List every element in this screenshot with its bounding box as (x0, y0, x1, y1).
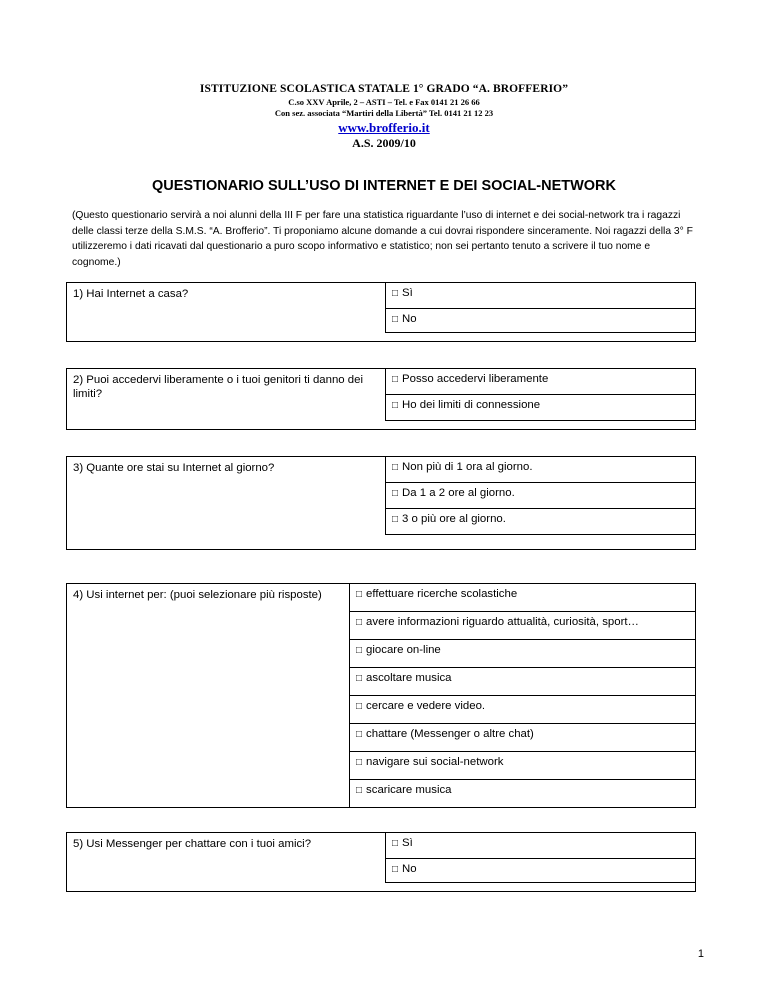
option-videos[interactable] (349, 696, 695, 724)
option-label: giocare on-line (366, 644, 441, 656)
question-text: 3) Quante ore stai su Internet al giorno? (73, 462, 275, 474)
school-year: A.S. 2009/10 (352, 136, 416, 150)
option-school-research[interactable] (349, 584, 695, 612)
checkbox-icon[interactable]: □ (392, 838, 399, 849)
option-under-1h[interactable] (385, 457, 695, 483)
website-link[interactable]: www.brofferio.it (338, 120, 430, 135)
option-label: avere informazioni riguardo attualità, curiosità, sport… (366, 616, 639, 628)
options-column (385, 457, 695, 549)
option-3h-plus[interactable] (385, 509, 695, 535)
questionnaire-title: QUESTIONARIO SULL’USO DI INTERNET E DEI SOCIAL-NETWORK (151, 178, 616, 194)
page-number: 1 (697, 948, 704, 960)
checkbox-icon[interactable]: □ (356, 645, 363, 656)
option-label: 3 o più ore al giorno. (402, 513, 506, 525)
option-listen-music[interactable] (349, 668, 695, 696)
checkbox-icon[interactable]: □ (392, 514, 399, 525)
option-label: Sì (402, 837, 413, 849)
options-column (385, 833, 695, 891)
checkbox-icon[interactable]: □ (356, 729, 363, 740)
checkbox-icon[interactable]: □ (356, 701, 363, 712)
checkbox-icon[interactable]: □ (392, 288, 399, 299)
question-5 (66, 832, 696, 892)
options-column (385, 369, 695, 429)
checkbox-icon[interactable]: □ (356, 673, 363, 684)
school-address: C.so XXV Aprile, 2 – ASTI – Tel. e Fax 0141 21 26 66 (288, 97, 480, 107)
option-no[interactable] (385, 859, 695, 883)
checkbox-icon[interactable]: □ (392, 488, 399, 499)
option-label: No (402, 863, 417, 875)
question-text: 2) Puoi accedervi liberamente o i tuoi genitori ti danno dei limiti? (73, 374, 363, 400)
option-1-2h[interactable] (385, 483, 695, 509)
option-chat[interactable] (349, 724, 695, 752)
question-text: 1) Hai Internet a casa? (73, 288, 189, 300)
school-name: ISTITUZIONE SCOLASTICA STATALE 1° GRADO “A. BROFFERIO” (199, 83, 569, 95)
option-label: effettuare ricerche scolastiche (366, 588, 518, 600)
checkbox-icon[interactable]: □ (356, 785, 363, 796)
checkbox-icon[interactable]: □ (392, 314, 399, 325)
option-limited-access[interactable] (385, 395, 695, 421)
checkbox-icon[interactable]: □ (356, 589, 363, 600)
checkbox-icon[interactable]: □ (356, 617, 363, 628)
letterhead (0, 82, 768, 150)
option-label: navigare sui social-network (366, 756, 504, 768)
option-news-info[interactable] (349, 612, 695, 640)
question-3 (66, 456, 696, 550)
question-2 (66, 368, 696, 430)
option-social-network[interactable] (349, 752, 695, 780)
question-text: 5) Usi Messenger per chattare con i tuoi amici? (73, 838, 312, 850)
options-column (349, 584, 695, 807)
option-online-games[interactable] (349, 640, 695, 668)
option-label: Sì (402, 287, 413, 299)
question-4 (66, 583, 696, 808)
checkbox-icon[interactable]: □ (392, 400, 399, 411)
option-label: No (402, 313, 417, 325)
option-label: ascoltare musica (366, 672, 452, 684)
question-1 (66, 282, 696, 342)
checkbox-icon[interactable]: □ (392, 864, 399, 875)
option-free-access[interactable] (385, 369, 695, 395)
option-si[interactable] (385, 833, 695, 859)
checkbox-icon[interactable]: □ (356, 757, 363, 768)
option-label: cercare e vedere video. (366, 700, 486, 712)
school-branch: Con sez. associata “Martiri della Libertà” Tel. 0141 21 12 23 (274, 108, 494, 118)
option-label: chattare (Messenger o altre chat) (366, 728, 534, 740)
option-label: scaricare musica (366, 784, 452, 796)
option-label: Ho dei limiti di connessione (402, 399, 541, 411)
option-label: Posso accedervi liberamente (402, 373, 549, 385)
option-si[interactable] (385, 283, 695, 309)
option-label: Da 1 a 2 ore al giorno. (402, 487, 515, 499)
checkbox-icon[interactable]: □ (392, 374, 399, 385)
option-download-music[interactable] (349, 780, 695, 808)
options-column (385, 283, 695, 341)
intro-paragraph: (Questo questionario servirà a noi alunni della III F per fare una statistica riguardante l’uso di internet e dei social-network tra i ragazzi delle classi terze della S.M.S. “A. Brofferio”. Ti proponiamo alcune domande a cui dovrai rispondere sinceramente. Noi ragazzi della 3° F utilizzeremo i dati ricavati dal questionario a puro scopo informativo e statistico; non sei pertanto tenuto a scrivere il tuo nome e cognome.) (72, 210, 693, 268)
checkbox-icon[interactable]: □ (392, 462, 399, 473)
question-text: 4) Usi internet per: (puoi selezionare più risposte) (73, 589, 322, 601)
option-no[interactable] (385, 309, 695, 333)
option-label: Non più di 1 ora al giorno. (402, 461, 533, 473)
